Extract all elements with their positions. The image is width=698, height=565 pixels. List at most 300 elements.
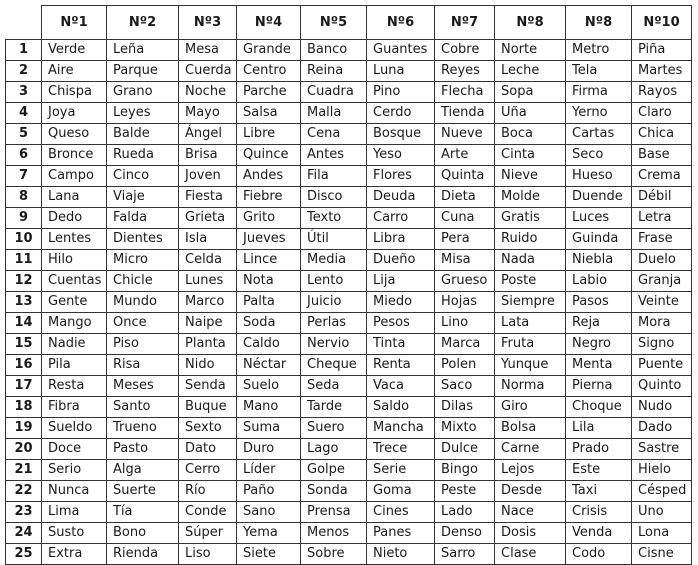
word-cell: Risa — [107, 355, 179, 376]
table-row — [6, 229, 692, 250]
word-cell: Grieta — [179, 208, 237, 229]
word-cell: Sonda — [301, 481, 367, 502]
word-cell: Peste — [435, 481, 495, 502]
word-cell: Pera — [435, 229, 495, 250]
table-row — [6, 166, 692, 187]
word-cell: Lino — [435, 313, 495, 334]
word-cell: Misa — [435, 250, 495, 271]
word-cell: Metro — [566, 40, 632, 61]
row-number: 10 — [6, 229, 42, 250]
row-number: 9 — [6, 208, 42, 229]
word-cell: Hueso — [566, 166, 632, 187]
word-cell: Niebla — [566, 250, 632, 271]
word-cell: Resta — [42, 376, 107, 397]
word-cell: Buque — [179, 397, 237, 418]
word-cell: Lejos — [495, 460, 566, 481]
word-cell: Lata — [495, 313, 566, 334]
word-cell: Joven — [179, 166, 237, 187]
row-number: 23 — [6, 502, 42, 523]
word-cell: Trece — [367, 439, 435, 460]
word-cell: Crisis — [566, 502, 632, 523]
word-cell: Dado — [632, 418, 692, 439]
word-cell: Fruta — [495, 334, 566, 355]
word-cell: Meses — [107, 376, 179, 397]
table-row — [6, 397, 692, 418]
word-cell: Fibra — [42, 397, 107, 418]
word-cell: Pila — [42, 355, 107, 376]
word-cell: Seco — [566, 145, 632, 166]
word-cell: Pino — [367, 82, 435, 103]
word-cell: Goma — [367, 481, 435, 502]
column-header: Nº1 — [42, 6, 107, 40]
word-cell: Césped — [632, 481, 692, 502]
word-cell: Quince — [237, 145, 301, 166]
word-cell: Granja — [632, 271, 692, 292]
word-cell: Lana — [42, 187, 107, 208]
table-row — [6, 103, 692, 124]
word-cell: Saco — [435, 376, 495, 397]
row-number: 18 — [6, 397, 42, 418]
row-number: 3 — [6, 82, 42, 103]
word-cell: Leña — [107, 40, 179, 61]
word-cell: Lunes — [179, 271, 237, 292]
word-cell: Piña — [632, 40, 692, 61]
word-cell: Dato — [179, 439, 237, 460]
word-cell: Base — [632, 145, 692, 166]
word-cell: Guinda — [566, 229, 632, 250]
word-cell: Cines — [367, 502, 435, 523]
word-cell: Perlas — [301, 313, 367, 334]
word-cell: Libre — [237, 124, 301, 145]
word-cell: Cerdo — [367, 103, 435, 124]
word-cell: Sobre — [301, 544, 367, 565]
word-cell: Letra — [632, 208, 692, 229]
word-cell: Pasto — [107, 439, 179, 460]
word-cell: Sastre — [632, 439, 692, 460]
word-cell: Cena — [301, 124, 367, 145]
column-header: Nº10 — [632, 6, 692, 40]
word-cell: Naipe — [179, 313, 237, 334]
word-cell: Yunque — [495, 355, 566, 376]
word-cell: Mundo — [107, 292, 179, 313]
row-number: 6 — [6, 145, 42, 166]
word-cell: Extra — [42, 544, 107, 565]
word-cell: Codo — [566, 544, 632, 565]
table-row — [6, 271, 692, 292]
word-cell: Grande — [237, 40, 301, 61]
column-header: Nº2 — [107, 6, 179, 40]
word-cell: Viaje — [107, 187, 179, 208]
row-number: 7 — [6, 166, 42, 187]
column-header: Nº8 — [566, 6, 632, 40]
word-cell: Uno — [632, 502, 692, 523]
row-number: 20 — [6, 439, 42, 460]
word-cell: Cinta — [495, 145, 566, 166]
table-row — [6, 376, 692, 397]
row-number: 1 — [6, 40, 42, 61]
word-cell: Dedo — [42, 208, 107, 229]
word-cell: Rienda — [107, 544, 179, 565]
word-cell: Chica — [632, 124, 692, 145]
word-cell: Norte — [495, 40, 566, 61]
word-cell: Parche — [237, 82, 301, 103]
word-cell: Micro — [107, 250, 179, 271]
word-cell: Tela — [566, 61, 632, 82]
word-cell: Lija — [367, 271, 435, 292]
table-row — [6, 439, 692, 460]
word-cell: Taxi — [566, 481, 632, 502]
table-row — [6, 124, 692, 145]
word-cell: Lento — [301, 271, 367, 292]
word-cell: Mixto — [435, 418, 495, 439]
word-cell: Débil — [632, 187, 692, 208]
word-cell: Bingo — [435, 460, 495, 481]
word-cell: Claro — [632, 103, 692, 124]
word-cell: Isla — [179, 229, 237, 250]
word-cell: Falda — [107, 208, 179, 229]
table-row — [6, 523, 692, 544]
word-cell: Cartas — [566, 124, 632, 145]
word-cell: Lona — [632, 523, 692, 544]
word-cell: Yeso — [367, 145, 435, 166]
word-cell: Cuerda — [179, 61, 237, 82]
word-cell: Duende — [566, 187, 632, 208]
column-header: Nº5 — [301, 6, 367, 40]
word-cell: Tía — [107, 502, 179, 523]
word-cell: Pierna — [566, 376, 632, 397]
word-cell: Texto — [301, 208, 367, 229]
word-cell: Disco — [301, 187, 367, 208]
row-number: 16 — [6, 355, 42, 376]
word-cell: Veinte — [632, 292, 692, 313]
column-header: Nº4 — [237, 6, 301, 40]
table-body — [6, 40, 692, 565]
table-row — [6, 313, 692, 334]
word-cell: Yema — [237, 523, 301, 544]
word-cell: Frase — [632, 229, 692, 250]
row-number: 4 — [6, 103, 42, 124]
word-cell: Tinta — [367, 334, 435, 355]
word-cell: Fila — [301, 166, 367, 187]
word-cell: Nervio — [301, 334, 367, 355]
word-cell: Guantes — [367, 40, 435, 61]
word-cell: Grito — [237, 208, 301, 229]
word-cell: Sexto — [179, 418, 237, 439]
row-number: 17 — [6, 376, 42, 397]
word-cell: Lima — [42, 502, 107, 523]
word-cell: Labio — [566, 271, 632, 292]
word-cell: Signo — [632, 334, 692, 355]
word-cell: Cobre — [435, 40, 495, 61]
word-cell: Hielo — [632, 460, 692, 481]
word-cell: Luces — [566, 208, 632, 229]
word-cell: Noche — [179, 82, 237, 103]
word-cell: Dientes — [107, 229, 179, 250]
table-row — [6, 502, 692, 523]
word-cell: Cheque — [301, 355, 367, 376]
word-cell: Bono — [107, 523, 179, 544]
header-row — [6, 6, 692, 40]
row-number: 13 — [6, 292, 42, 313]
word-cell: Norma — [495, 376, 566, 397]
word-cell: Grano — [107, 82, 179, 103]
table-row — [6, 460, 692, 481]
word-cell: Suerte — [107, 481, 179, 502]
word-cell: Juicio — [301, 292, 367, 313]
word-cell: Suero — [301, 418, 367, 439]
word-cell: Mancha — [367, 418, 435, 439]
word-cell: Ángel — [179, 124, 237, 145]
word-cell: Denso — [435, 523, 495, 544]
word-cell: Planta — [179, 334, 237, 355]
word-cell: Cinco — [107, 166, 179, 187]
word-cell: Carne — [495, 439, 566, 460]
word-cell: Choque — [566, 397, 632, 418]
word-cell: Firma — [566, 82, 632, 103]
word-cell: Renta — [367, 355, 435, 376]
word-cell: Panes — [367, 523, 435, 544]
word-cell: Mayo — [179, 103, 237, 124]
word-cell: Marco — [179, 292, 237, 313]
table-row — [6, 250, 692, 271]
word-cell: Mango — [42, 313, 107, 334]
row-number: 19 — [6, 418, 42, 439]
table-row — [6, 61, 692, 82]
word-cell: Rayos — [632, 82, 692, 103]
word-cell: Dueño — [367, 250, 435, 271]
word-cell: Néctar — [237, 355, 301, 376]
table-row — [6, 418, 692, 439]
table-row — [6, 292, 692, 313]
word-cell: Pesos — [367, 313, 435, 334]
word-cell: Polen — [435, 355, 495, 376]
word-cell: Cuadra — [301, 82, 367, 103]
word-cell: Puente — [632, 355, 692, 376]
word-cell: Deuda — [367, 187, 435, 208]
row-number: 14 — [6, 313, 42, 334]
word-cell: Suma — [237, 418, 301, 439]
word-cell: Libra — [367, 229, 435, 250]
word-cell: Nadie — [42, 334, 107, 355]
word-cell: Reja — [566, 313, 632, 334]
word-cell: Liso — [179, 544, 237, 565]
column-header: Nº3 — [179, 6, 237, 40]
table-row — [6, 145, 692, 166]
word-cell: Suelo — [237, 376, 301, 397]
row-number: 25 — [6, 544, 42, 565]
word-cell: Cuna — [435, 208, 495, 229]
word-cell: Tienda — [435, 103, 495, 124]
table-row — [6, 187, 692, 208]
word-cell: Río — [179, 481, 237, 502]
word-cell: Nueve — [435, 124, 495, 145]
row-number: 12 — [6, 271, 42, 292]
word-cell: Golpe — [301, 460, 367, 481]
word-cell: Bolsa — [495, 418, 566, 439]
word-cell: Pasos — [566, 292, 632, 313]
word-cell: Menta — [566, 355, 632, 376]
word-cell: Mora — [632, 313, 692, 334]
word-cell: Grueso — [435, 271, 495, 292]
row-number: 11 — [6, 250, 42, 271]
word-cell: Chispa — [42, 82, 107, 103]
word-cell: Santo — [107, 397, 179, 418]
word-cell: Serie — [367, 460, 435, 481]
word-cell: Poste — [495, 271, 566, 292]
word-cell: Quinta — [435, 166, 495, 187]
word-cell: Prensa — [301, 502, 367, 523]
row-number: 8 — [6, 187, 42, 208]
table-row — [6, 208, 692, 229]
word-cell: Paño — [237, 481, 301, 502]
word-cell: Mesa — [179, 40, 237, 61]
word-list-table — [5, 5, 692, 565]
word-cell: Fiebre — [237, 187, 301, 208]
word-cell: Sopa — [495, 82, 566, 103]
word-cell: Doce — [42, 439, 107, 460]
word-cell: Lentes — [42, 229, 107, 250]
word-cell: Reyes — [435, 61, 495, 82]
table-row — [6, 544, 692, 565]
word-cell: Chicle — [107, 271, 179, 292]
word-cell: Duelo — [632, 250, 692, 271]
table-row — [6, 481, 692, 502]
row-number: 24 — [6, 523, 42, 544]
word-cell: Cuentas — [42, 271, 107, 292]
word-cell: Media — [301, 250, 367, 271]
word-cell: Malla — [301, 103, 367, 124]
word-cell: Ruido — [495, 229, 566, 250]
word-cell: Conde — [179, 502, 237, 523]
word-cell: Brisa — [179, 145, 237, 166]
word-cell: Andes — [237, 166, 301, 187]
word-cell: Sarro — [435, 544, 495, 565]
row-number: 5 — [6, 124, 42, 145]
word-cell: Seda — [301, 376, 367, 397]
word-cell: Boca — [495, 124, 566, 145]
word-cell: Clase — [495, 544, 566, 565]
word-cell: Marca — [435, 334, 495, 355]
column-header: Nº7 — [435, 6, 495, 40]
word-cell: Salsa — [237, 103, 301, 124]
word-cell: Vaca — [367, 376, 435, 397]
word-cell: Siete — [237, 544, 301, 565]
column-header: Nº8 — [495, 6, 566, 40]
word-cell: Quinto — [632, 376, 692, 397]
word-cell: Cerro — [179, 460, 237, 481]
word-cell: Flecha — [435, 82, 495, 103]
word-cell: Cisne — [632, 544, 692, 565]
word-cell: Menos — [301, 523, 367, 544]
word-cell: Dilas — [435, 397, 495, 418]
word-cell: Gratis — [495, 208, 566, 229]
word-cell: Luna — [367, 61, 435, 82]
word-cell: Leyes — [107, 103, 179, 124]
word-cell: Útil — [301, 229, 367, 250]
word-cell: Martes — [632, 61, 692, 82]
word-cell: Giro — [495, 397, 566, 418]
word-cell: Lado — [435, 502, 495, 523]
word-cell: Banco — [301, 40, 367, 61]
word-cell: Queso — [42, 124, 107, 145]
word-cell: Nada — [495, 250, 566, 271]
word-cell: Bronce — [42, 145, 107, 166]
word-cell: Tarde — [301, 397, 367, 418]
word-cell: Mano — [237, 397, 301, 418]
word-cell: Campo — [42, 166, 107, 187]
word-cell: Lila — [566, 418, 632, 439]
word-cell: Carro — [367, 208, 435, 229]
word-cell: Fiesta — [179, 187, 237, 208]
word-cell: Nudo — [632, 397, 692, 418]
word-cell: Venda — [566, 523, 632, 544]
row-number: 15 — [6, 334, 42, 355]
word-cell: Arte — [435, 145, 495, 166]
word-cell: Susto — [42, 523, 107, 544]
word-cell: Súper — [179, 523, 237, 544]
word-cell: Dulce — [435, 439, 495, 460]
word-cell: Duro — [237, 439, 301, 460]
word-cell: Nota — [237, 271, 301, 292]
word-cell: Once — [107, 313, 179, 334]
word-cell: Soda — [237, 313, 301, 334]
word-cell: Siempre — [495, 292, 566, 313]
word-cell: Senda — [179, 376, 237, 397]
word-cell: Antes — [301, 145, 367, 166]
word-cell: Hilo — [42, 250, 107, 271]
word-cell: Lince — [237, 250, 301, 271]
word-cell: Nace — [495, 502, 566, 523]
word-cell: Molde — [495, 187, 566, 208]
corner-cell — [6, 6, 42, 40]
row-number: 21 — [6, 460, 42, 481]
table-row — [6, 334, 692, 355]
word-cell: Este — [566, 460, 632, 481]
word-cell: Flores — [367, 166, 435, 187]
word-cell: Alga — [107, 460, 179, 481]
word-cell: Gente — [42, 292, 107, 313]
word-cell: Miedo — [367, 292, 435, 313]
word-cell: Lago — [301, 439, 367, 460]
table-row — [6, 40, 692, 61]
word-cell: Palta — [237, 292, 301, 313]
word-cell: Uña — [495, 103, 566, 124]
word-cell: Parque — [107, 61, 179, 82]
word-cell: Nieve — [495, 166, 566, 187]
word-cell: Desde — [495, 481, 566, 502]
column-header: Nº6 — [367, 6, 435, 40]
word-cell: Líder — [237, 460, 301, 481]
word-cell: Caldo — [237, 334, 301, 355]
word-cell: Centro — [237, 61, 301, 82]
word-cell: Sano — [237, 502, 301, 523]
table-row — [6, 82, 692, 103]
word-cell: Nido — [179, 355, 237, 376]
word-cell: Jueves — [237, 229, 301, 250]
word-cell: Piso — [107, 334, 179, 355]
word-cell: Prado — [566, 439, 632, 460]
table-row — [6, 355, 692, 376]
word-cell: Sueldo — [42, 418, 107, 439]
row-number: 2 — [6, 61, 42, 82]
word-cell: Nunca — [42, 481, 107, 502]
word-cell: Bosque — [367, 124, 435, 145]
word-cell: Celda — [179, 250, 237, 271]
word-cell: Joya — [42, 103, 107, 124]
word-cell: Trueno — [107, 418, 179, 439]
word-cell: Dieta — [435, 187, 495, 208]
word-cell: Reina — [301, 61, 367, 82]
